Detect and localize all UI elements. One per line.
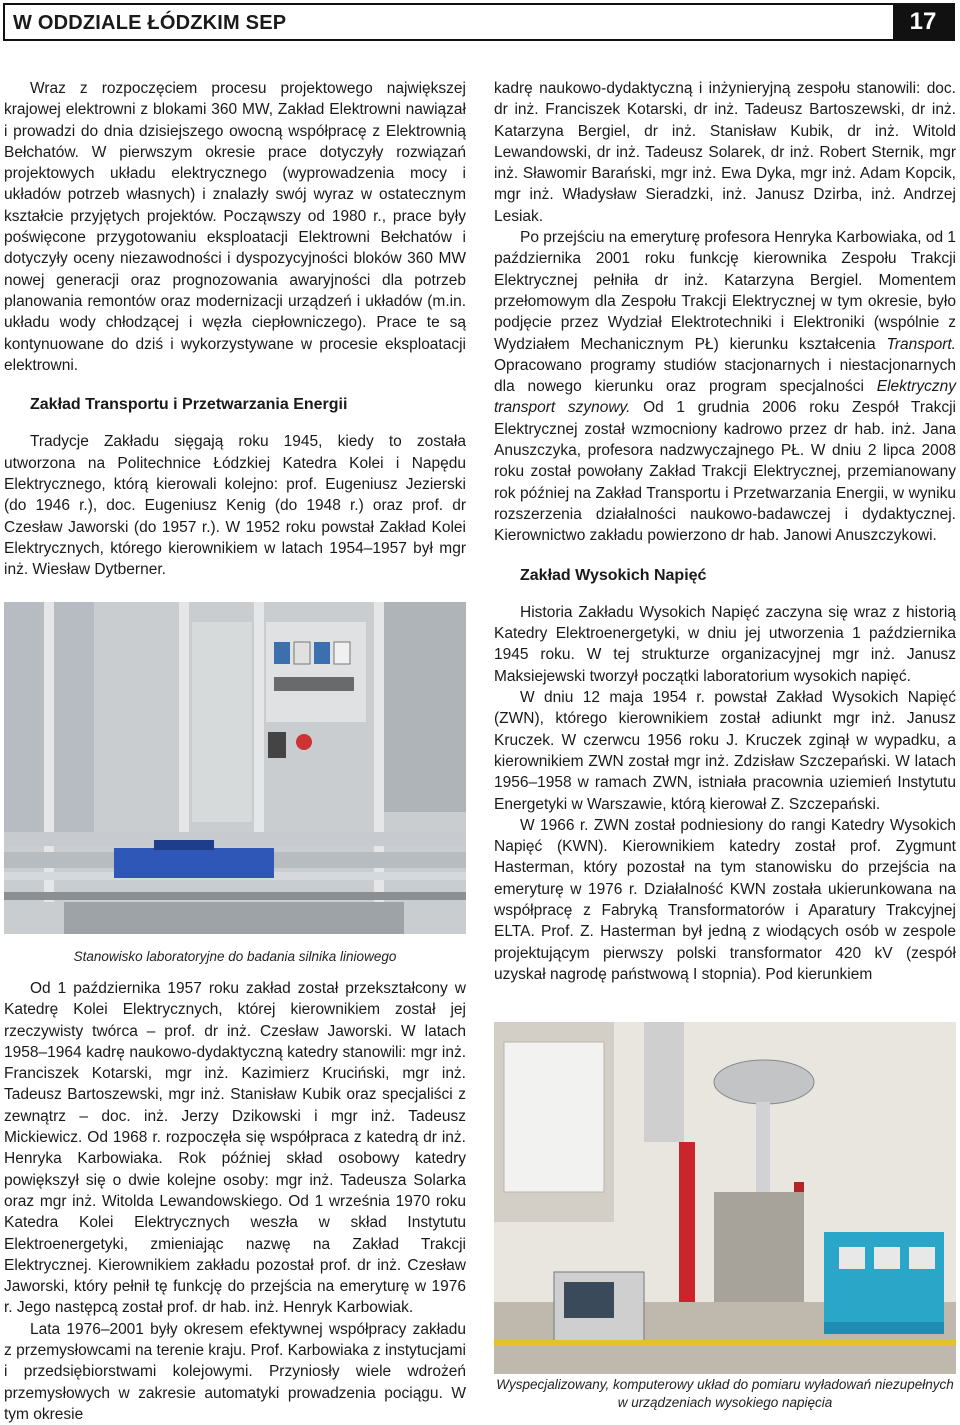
heading-transport: Zakład Transportu i Przetwarzania Energii [30,396,348,414]
left-column-bottom [4,978,466,1425]
paragraph-staff-list: kadrę naukowo-dydaktyczną i inżynieryjną zespołu stanowili: doc. dr inż. Franciszek Kotarski, dr inż. Tadeusz Bartoszewski, dr inż. Katarzyna Bergiel, dr inż. Stanisław Kubik, dr inż. Witold Lewandowski, dr inż. Tadeusz Solarek, dr inż. Robert Sternik, mgr inż. Sławomir Barański, mgr inż. Ewa Dyka, mgr inż. Adam Kopcik, mgr inż. Władysław Sieradzki, inż. Janusz Dzirba, inż. Andrzej Lesiak. [494,80,956,225]
page-number: 17 [893,5,953,39]
text-bergiel-b: Opracowano programy studiów stacjonarnych i niestacjonarnych dla nowego kierunku oraz program specjalności [494,356,956,396]
paragraph-1976-2001: Lata 1976–2001 były okresem efektywnej współpracy zakładu z przemysłowcami na terenie kraju. Prof. Karbowiaka z instytucjami i przedsiębiorstwami kolejowymi. Przyniosły wiele wdrożeń przemysłowych w zakresie automatyki prowadzenia pociągu. W tym okresie [4,1320,466,1423]
heading-high-voltage: Zakład Wysokich Napięć [520,566,707,584]
paragraph-kwn-1966: W 1966 r. ZWN został podniesiony do rangi Katedry Wysokich Napięć (KWN). Kierownikiem katedry został prof. Zygmunt Hasterman, który pozostał na tym stanowisku do przejścia na emeryturę w 1976 r. Działalność KWN została ukierunkowana na współpracę z Fabryką Transformatorów i Aparatury Trakcyjnej ELTA. Prof. Z. Hasterman był jedną z wiodących osób w zespole projektującym pierwszy polski transformator 420 kV (zespół uzyskał nagrodę państwową I stopnia). Pod kierunkiem [494,816,956,983]
paragraph-bergiel [494,227,956,546]
paragraph-zwn-1954: W dniu 12 maja 1954 r. powstał Zakład Wysokich Napięć (ZWN), którego kierownikiem został adiunkt mgr inż. Janusz Kruczek. W czerwcu 1956 roku J. Kruczek zginął w wypadku, a kierownikiem ZWN został mgr inż. Zdzisław Szczepański. W latach 1956–1958 w ramach ZWN, istniała pracownia uziemień Instytutu Energetyki w Warszawie, którą kierował Z. Szczepański. [494,689,956,813]
paragraph-belchatow: Wraz z rozpoczęciem procesu projektowego największej krajowej elektrowni z blokami 360 MW, Zakład Elektrowni nawiązał i prowadzi do dnia dzisiejszego owocną współpracę z Elektrownią Bełchatów. W pierwszym okresie prace dotyczyły rozwiązań projektowych układu elektrycznego (wyprowadzenia mocy i układów potrzeb własnych) i znalazły swój wyraz w ostatecznym kształcie przyjętych projektów. Począwszy od 1980 r., prace były poświęcone przygotowaniu eksploatacji Elektrowni Bełchatów i dotyczyły oceny niezawodności i dyspozycyjności bloków 360 MW nowej generacji oraz prognozowania awaryjności dla potrzeb planowania remontów oraz modernizacji urządzeń i układów (m.in. układu wody chłodzącej i węzła ciepłowniczego). Prace te są kontynuowane do dziś i wykorzystywane w procesie eksploatacji elektrowni. [4,80,466,374]
text-specialty-italic: Elektryczny transport szynowy. [494,378,956,417]
paragraph-hv-history: Historia Zakładu Wysokich Napięć zaczyna się wraz z historią Katedry Elektroenergetyki, w dniu jej utworzenia 1 października 1945 roku. W tej strukturze organizacyjnej mgr inż. Janusz Maksiejewski tworzył początki laboratorium wysokich napięć. [494,603,956,685]
paragraph-katedra-1957: Od 1 października 1957 roku zakład został przekształcony w Katedrę Kolei Elektrycznych, której kierownikiem został jej rzeczywisty twórca – prof. dr inż. Czesław Jaworski. W latach 1958–1964 kadrę naukowo-dydaktyczną katedry stanowili: mgr inż. Franciszek Kotarski, mgr inż. Kazimierz Kruciński, mgr inż. Tadeusz Bartoszewski, mgr inż. Stanisław Kubik oraz specjaliści z zewnątrz – doc. inż. Jerzy Dzikowski i mgr inż. Tadeusz Mickiewicz. Od 1968 r. rozpoczęła się współpraca z katedrą dr inż. Henryka Karbowiaka. Rok później skład osobowy katedry powiększył się o dwie kolejne osoby: mgr inż. Tadeusza Solarka oraz mgr inż. Witolda Lewandowskiego. Od 1 września 1970 roku Katedra Kolei Elektrycznych weszła w skład Instytutu Elektroenergetyki, zmieniając nazwę na Zakład Trakcji Elektrycznej. Kierownikiem zakładu pozostał prof. dr inż. Czesław Jaworski, który pełnił tę funkcję do przejścia na emeryturę w 1976 r. Jego następcą został prof. dr hab. inż. Henryk Karbowiak. [4,980,466,1317]
photo-linear-motor-bench [4,602,466,934]
section-title: W ODDZIALE ŁÓDZKIM SEP [13,12,287,34]
photo-caption-left: Stanowisko laboratoryjne do badania silnika liniowego [73,949,397,964]
text-transport-italic: Transport. [886,335,956,353]
page-header [3,3,955,41]
left-column-top [4,78,466,581]
text-bergiel-c: Od 1 grudnia 2006 roku Zespół Trakcji Elektrycznej został wzmocniony kadrowo przez dr hab. inż. Jana Anuszczyka, profesora nadzwyczajnego PŁ. W dniu 2 lipca 2008 roku został powołany Zakład Trakcji Elektrycznej, przemianowany rok później na Zakład Transportu i Przetwarzania Energii, w wyniku rozszerzenia działalności naukowo-badawczej i dydaktycznej. Kierownictwo zakładu powierzono dr hab. Janowi Anuszczykowi. [494,399,956,545]
right-column-top [494,78,956,985]
linear-motor-bench-illustration [4,602,466,934]
text-bergiel-a: Po przejściu na emeryturę profesora Henryka Karbowiaka, od 1 października 2001 roku funkcję kierownika Zespołu Trakcji Elektrycznej pełniła dr inż. Katarzyna Bergiel. Momentem przełomowym dla Zespołu Trakcji Elektrycznej w tym okresie, było podjęcie przez Wydział Elektrotechniki i Elektroniki (wspólnie z Wydziałem Mechanicznym PŁ) kierunku kształcenia [494,229,956,353]
hv-measurement-illustration [494,1022,956,1374]
paragraph-transport-history: Tradycje Zakładu sięgają roku 1945, kiedy to została utworzona na Politechnice Łódzkiej Katedra Kolei i Napędu Elektrycznego, którą kierowali kolejno: prof. Eugeniusz Jezierski (do 1946 r.), doc. Eugeniusz Kenig (do 1948 r.) oraz prof. dr Czesław Jaworski (do 1957 r.). W 1952 roku powstał Zakład Kolei Elektrycznych, którego kierownikiem w latach 1954–1957 był mgr inż. Wiesław Dytberner. [4,433,466,579]
photo-caption-right: Wyspecjalizowany, komputerowy układ do pomiaru wyładowań niezupełnych w urządzeniach wysokiego napięcia [496,1377,954,1410]
photo-hv-measurement [494,1022,956,1374]
